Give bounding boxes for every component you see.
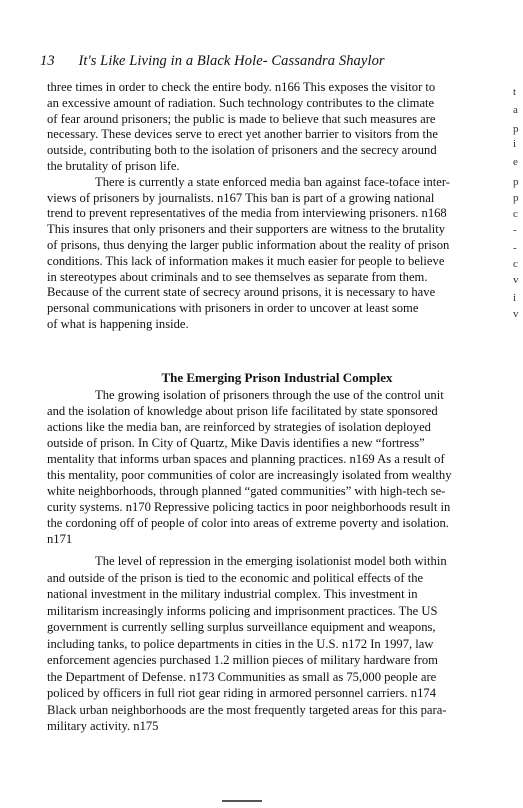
text-line: three times in order to check the entire body. n166 This exposes the visitor to [47, 80, 436, 94]
text-line: of fear around prisoners; the public is made to believe that such measures are [47, 111, 436, 126]
text-line: n171 [47, 532, 73, 546]
text-line: Black urban neighborhoods are the most frequently targeted areas for this para- [47, 702, 447, 717]
edge-glyph: t [513, 86, 517, 98]
text-line: this mentality, poor communities of color are increasingly isolated from wealthy [47, 468, 452, 482]
edge-glyph: p [513, 192, 519, 204]
edge-glyph: i [513, 292, 517, 304]
running-header [40, 53, 385, 70]
running-title: It's Like Living in a Black Hole- Cassandra Shaylor [78, 53, 385, 69]
text-line: white neighborhoods, through planned “gated communities” with high-tech se- [47, 484, 446, 498]
text-line: militarism increasingly informs policing and imprisonment practices. The US [47, 603, 438, 618]
text-line: and outside of the prison is tied to the economic and political effects of the [47, 570, 424, 585]
text-line: of what is happening inside. [47, 316, 189, 331]
text-line: necessary. These devices serve to erect yet another barrier to visitors from the [47, 127, 438, 142]
text-line: and the isolation of knowledge about prison life facilitated by state sponsored [47, 404, 438, 418]
text-line: trend to prevent representatives of the media from interviewing prisoners. n168 [47, 206, 447, 221]
body-text-top [47, 80, 507, 333]
text-line: mentality that informs urban spaces and planning practices. n169 As a result of [47, 452, 445, 466]
text-line: government is currently selling surplus surveillance equipment and weapons, [47, 620, 436, 634]
text-line: outside, contributing both to the isolation of prisoners and the secrecy around [47, 143, 437, 158]
paragraph-1 [47, 80, 507, 175]
edge-glyph: c [513, 258, 518, 270]
paragraph-2 [47, 175, 507, 333]
edge-glyph: - [513, 242, 517, 254]
text-line: of prisons, thus denying the larger public information about the reality of prison [47, 237, 450, 252]
text-line: an excessive amount of radiation. Such technology contributes to the climate [47, 95, 435, 110]
text-line: in stereotypes about criminals and to see themselves as separate from them. [47, 269, 428, 284]
bottom-rule [222, 800, 262, 802]
text-line: actions like the media ban, are reinforced by strategies of isolation deployed [47, 420, 431, 434]
text-line: conditions. This lack of information makes it much easier for people to believe [47, 253, 445, 268]
text-line: There is currently a state enforced media ban against face-toface inter- [95, 174, 450, 189]
text-line: the Department of Defense. n173 Communities as small as 75,000 people are [47, 669, 437, 684]
edge-glyph: v [513, 274, 519, 286]
text-line: This insures that only prisoners and their supporters are witness to the brutality [47, 222, 446, 237]
text-line: personal communications with prisoners in order to uncover at least some [47, 301, 419, 316]
text-line: military activity. n175 [47, 719, 159, 733]
edge-glyph: a [513, 104, 518, 116]
text-line: enforcement agencies purchased 1.2 million pieces of military hardware from [47, 653, 438, 667]
text-line: Because of the current state of secrecy around prisons, it is necessary to have [47, 285, 436, 300]
paragraph-3 [47, 387, 507, 547]
text-line: policed by officers in full riot gear riding in armored personnel carriers. n174 [47, 686, 436, 700]
page-number: 13 [40, 53, 55, 69]
edge-glyph: e [513, 156, 518, 168]
text-line: including tanks, to police departments in cities in the U.S. n172 In 1997, law [47, 636, 434, 651]
text-line: views of prisoners by journalists. n167 This ban is part of a growing national [47, 190, 435, 205]
text-line: The growing isolation of prisoners through the use of the control unit [95, 388, 444, 402]
edge-glyph: c [513, 208, 518, 220]
section-heading: The Emerging Prison Industrial Complex [161, 370, 393, 385]
text-line: outside of prison. In City of Quartz, Mike Davis identifies a new “fortress” [47, 436, 425, 450]
edge-glyph: i [513, 138, 517, 150]
paragraph-4 [47, 553, 507, 735]
edge-glyph: p [513, 123, 519, 135]
edge-glyph: v [513, 308, 519, 320]
text-line: national investment in the military industrial complex. This investment in [47, 587, 418, 601]
edge-glyph: p [513, 176, 519, 188]
edge-glyph: - [513, 224, 517, 236]
text-line: The level of repression in the emerging isolationist model both within [95, 554, 447, 568]
text-line: the brutality of prison life. [47, 158, 180, 173]
text-line: curity systems. n170 Repressive policing tactics in poor neighborhoods result in [47, 500, 451, 514]
text-line: the cordoning off of people of color into areas of extreme poverty and isolation. [47, 516, 449, 530]
